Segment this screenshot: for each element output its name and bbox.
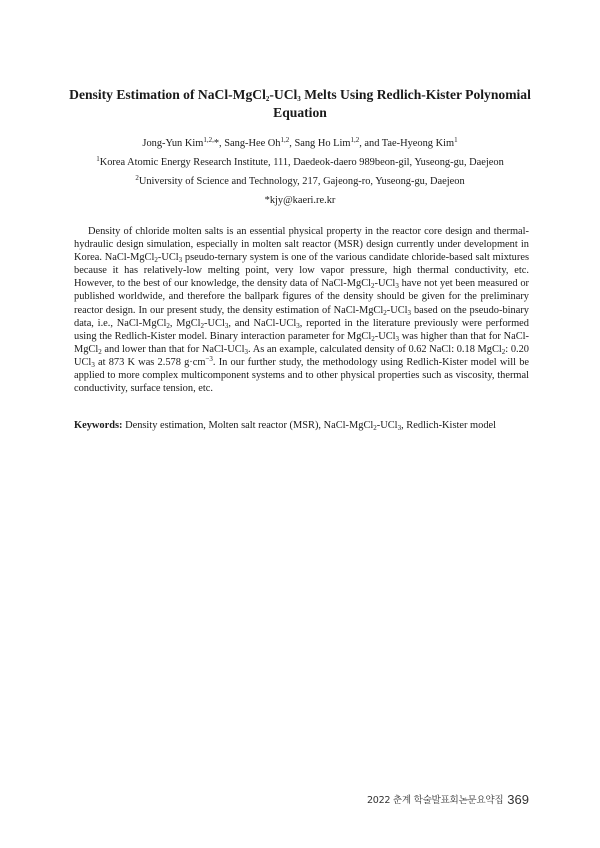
author-list: Jong-Yun Kim$^{1,2,}$*, Sang-Hee Oh$^{1,2}$, Sang Ho Lim$^{1,2}$, and Tae-Hyeong Kim$^1$ [142,136,458,149]
affiliation-2: $^2$University of Science and Technology, 217, Gajeong-ro, Yuseong-gu, Daejeon [135,174,465,187]
keywords-label: Keywords: [74,420,123,431]
page-number: 369 [507,792,529,807]
abstract-paragraph: Density of chloride molten salts is an essential physical property in the reactor core design and thermal-hydraulic design simulation, especially in molten salt reactor (MSR) design currently under development in Korea. NaCl-MgCl$_2$-UCl$_3$ pseudo-ternary system is one of the various candidate chloride-based salt mixtures because it has relatively-low melting point, very low vapor pressure, high thermal conductivity, etc. However, to the best of our knowledge, the density data of NaCl-MgCl$_2$-UCl$_3$ have not yet been measured or published worldwide, and therefore the ballpark figures of the density should be given for the preliminary reactor design. In our present study, the density estimation of NaCl-MgCl$_2$-UCl$_3$ based on the pseudo-binary data, i.e., NaCl-MgCl$_2$, MgCl$_2$-UCl$_3$, and NaCl-UCl$_3$, reported in the literature previously were performed using the Redlich-Kister model. Binary interaction parameter for MgCl$_2$-UCl$_3$ was higher than that for NaCl-MgCl$_2$ and lower than that for NaCl-UCl$_3$. As an example, calculated density of 0.62 NaCl: 0.18 MgCl$_2$: 0.20 UCl$_3$ at 873 K was 2.578 $g\cdot cm^{-3}$. In our further study, the methodology using Redlich-Kister model will be applied to more complex multicomponent systems and to other physical properties such as viscosity, thermal conductivity, surface tension, etc. [74,226,530,395]
corresponding-email: *kjy@kaeri.re.kr [264,195,336,206]
keywords-line: Keywords: Density estimation, Molten salt reactor (MSR), NaCl-MgCl$_2$-UCl$_3$, Redlich-Kister model [74,420,497,432]
page-footer [367,789,529,808]
proceedings-title: 2022 춘계 학술발표회논문요약집 [366,795,504,806]
corresponding-author-mark: * [213,138,220,149]
affiliation-1: $^1$Korea Atomic Energy Research Institute, 111, Daedeok-daero 989beon-gil, Yuseong-gu, Daejeon [96,155,504,168]
paper-title: Density Estimation of NaCl-MgCl$_2$-UCl$_3$ Melts Using Redlich-Kister Polynomial Equation [69,87,531,120]
